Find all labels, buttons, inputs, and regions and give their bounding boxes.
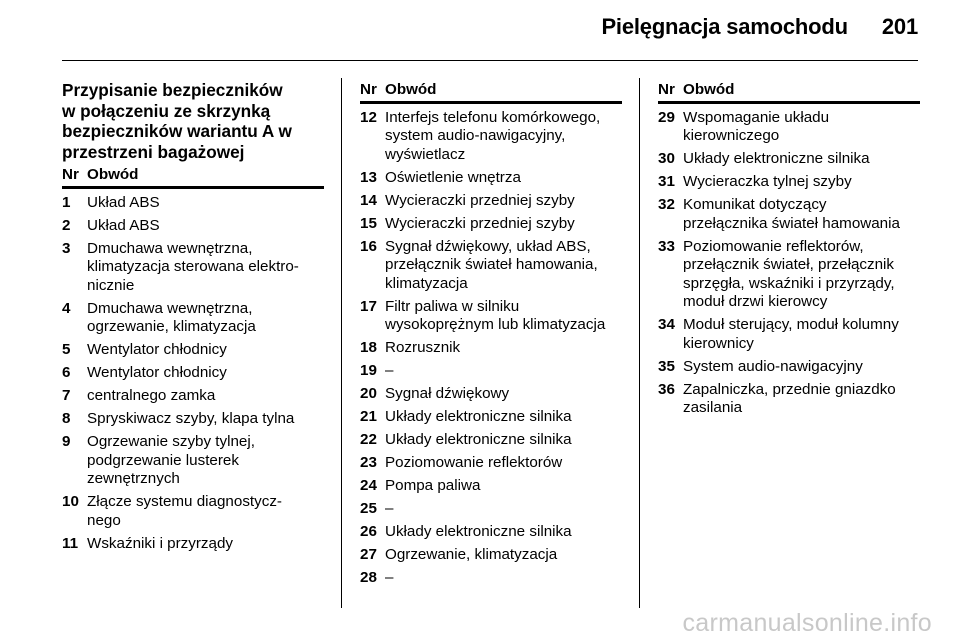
table-row bbox=[658, 358, 920, 377]
fuse-number: 25 bbox=[360, 500, 377, 517]
circuit-description-line: system audio-nawigacyjny, bbox=[385, 127, 566, 144]
table-row bbox=[360, 523, 622, 542]
fuse-number: 16 bbox=[360, 237, 377, 255]
circuit-description bbox=[87, 410, 324, 429]
circuit-description bbox=[683, 109, 920, 146]
fuse-number: 6 bbox=[62, 364, 71, 381]
circuit-description-line: sprzęgła, wskaźniki i przyrządy, bbox=[683, 274, 895, 292]
table-row bbox=[360, 431, 622, 450]
circuit-description bbox=[385, 339, 622, 358]
fuse-number: 18 bbox=[360, 339, 377, 356]
circuit-description bbox=[683, 173, 920, 192]
circuit-description bbox=[87, 387, 324, 406]
table-row bbox=[360, 339, 622, 358]
section-title-line: Przypisanie bezpieczników bbox=[62, 80, 283, 100]
circuit-description-line: Układ ABS bbox=[87, 216, 160, 234]
fuse-number: 28 bbox=[360, 569, 377, 586]
circuit-description-line: Pompa paliwa bbox=[385, 477, 481, 494]
fuse-number: 19 bbox=[360, 362, 377, 379]
section-title-line: bezpieczników wariantu A w bbox=[62, 121, 292, 141]
circuit-description-line: – bbox=[385, 500, 394, 517]
fuse-number: 23 bbox=[360, 454, 377, 471]
header-obwod: Obwód bbox=[385, 81, 437, 98]
circuit-description bbox=[385, 569, 622, 588]
table-row bbox=[62, 493, 324, 530]
circuit-description bbox=[385, 523, 622, 542]
circuit-description-line: Rozrusznik bbox=[385, 339, 461, 356]
fuse-list bbox=[360, 109, 622, 588]
fuse-list bbox=[658, 109, 920, 418]
table-row bbox=[62, 341, 324, 360]
circuit-description bbox=[385, 192, 622, 211]
table-row bbox=[62, 433, 324, 489]
circuit-description-line: Wentylator chłodnicy bbox=[87, 341, 227, 358]
circuit-description-line: Wycieraczka tylnej szyby bbox=[683, 173, 852, 190]
fuse-number: 8 bbox=[62, 410, 71, 427]
table-row bbox=[62, 300, 324, 337]
fuse-number: 12 bbox=[360, 108, 377, 126]
fuse-number: 14 bbox=[360, 191, 377, 209]
circuit-description-line: Wycieraczki przedniej szyby bbox=[385, 214, 575, 232]
column-2 bbox=[360, 81, 622, 592]
table-row bbox=[658, 109, 920, 146]
table-row bbox=[360, 109, 622, 165]
circuit-description bbox=[87, 493, 324, 530]
table-row bbox=[360, 454, 622, 473]
circuit-description-line: Dmuchawa wewnętrzna, bbox=[87, 299, 253, 317]
circuit-description bbox=[385, 298, 622, 335]
circuit-description-line: ogrzewanie, klimatyzacja bbox=[87, 318, 256, 335]
circuit-description-line: klimatyzacja bbox=[385, 274, 468, 292]
circuit-description-line: przełącznik świateł, przełącznik bbox=[683, 256, 895, 273]
circuit-description bbox=[385, 500, 622, 519]
circuit-description-line: Interfejs telefonu komórkowego, bbox=[385, 108, 601, 126]
circuit-description-line: Sygnał dźwiękowy, układ ABS, bbox=[385, 237, 591, 255]
table-row bbox=[360, 408, 622, 427]
table-row bbox=[62, 535, 324, 554]
circuit-description bbox=[385, 238, 622, 294]
circuit-description-line: nego bbox=[87, 511, 121, 529]
fuse-number: 1 bbox=[62, 193, 71, 211]
fuse-number: 10 bbox=[62, 493, 79, 510]
circuit-description-line: Filtr paliwa w silniku bbox=[385, 297, 520, 315]
circuit-description-line: Wspomaganie układu bbox=[683, 108, 830, 126]
table-row bbox=[658, 196, 920, 233]
table-row bbox=[360, 477, 622, 496]
fuse-number: 4 bbox=[62, 299, 71, 317]
circuit-description bbox=[87, 300, 324, 337]
page-title: Pielęgnacja samochodu bbox=[601, 14, 848, 39]
fuse-number: 22 bbox=[360, 431, 377, 448]
circuit-description-line: Oświetlenie wnętrza bbox=[385, 168, 521, 186]
fuse-number: 32 bbox=[658, 196, 675, 213]
circuit-description bbox=[683, 238, 920, 312]
circuit-description bbox=[683, 150, 920, 169]
circuit-description-line: kierownicy bbox=[683, 334, 754, 352]
fuse-number: 29 bbox=[658, 108, 675, 126]
circuit-description bbox=[87, 341, 324, 360]
fuse-number: 36 bbox=[658, 380, 675, 398]
table-row bbox=[360, 238, 622, 294]
circuit-description bbox=[385, 362, 622, 381]
fuse-number: 2 bbox=[62, 216, 71, 234]
table-row bbox=[360, 298, 622, 335]
section-title-line: przestrzeni bagażowej bbox=[62, 141, 245, 162]
circuit-description-line: Dmuchawa wewnętrzna, bbox=[87, 239, 253, 257]
circuit-description-line: – bbox=[385, 362, 394, 379]
section-title-line: w połączeniu ze skrzynką bbox=[62, 100, 271, 121]
fuse-number: 13 bbox=[360, 168, 377, 186]
circuit-description-line: Komunikat dotyczący bbox=[683, 196, 827, 213]
watermark: carmanualsonline.info bbox=[682, 609, 932, 637]
circuit-description-line: Moduł sterujący, moduł kolumny bbox=[683, 316, 899, 333]
fuse-number: 27 bbox=[360, 546, 377, 563]
circuit-description-line: podgrzewanie lusterek bbox=[87, 451, 239, 469]
table-row bbox=[360, 192, 622, 211]
circuit-description-line: Sygnał dźwiękowy bbox=[385, 385, 510, 402]
circuit-description-line: przełącznik świateł hamowania, bbox=[385, 256, 598, 273]
fuse-number: 31 bbox=[658, 173, 675, 190]
fuse-number: 20 bbox=[360, 385, 377, 402]
circuit-description-line: Wentylator chłodnicy bbox=[87, 364, 227, 381]
circuit-description-line: zasilania bbox=[683, 399, 743, 416]
column-divider bbox=[639, 78, 640, 608]
circuit-description bbox=[385, 385, 622, 404]
circuit-description bbox=[385, 215, 622, 234]
header-nr: Nr bbox=[62, 166, 79, 183]
table-row bbox=[658, 316, 920, 353]
fuse-number: 7 bbox=[62, 387, 71, 404]
circuit-description bbox=[385, 477, 622, 496]
circuit-description-line: nicznie bbox=[87, 276, 135, 294]
header-nr: Nr bbox=[360, 81, 377, 98]
fuse-number: 24 bbox=[360, 477, 377, 494]
circuit-description-line: Ogrzewanie szyby tylnej, bbox=[87, 433, 255, 450]
table-row bbox=[62, 410, 324, 429]
section-title bbox=[62, 80, 324, 162]
fuse-number: 30 bbox=[658, 150, 675, 167]
fuse-list bbox=[62, 194, 324, 554]
circuit-description-line: Układ ABS bbox=[87, 193, 160, 211]
circuit-description-line: Układy elektroniczne silnika bbox=[683, 150, 870, 167]
circuit-description-line: klimatyzacja sterowana elektro- bbox=[87, 258, 299, 275]
table-row bbox=[360, 169, 622, 188]
table-header bbox=[658, 81, 920, 104]
table-row bbox=[62, 364, 324, 383]
circuit-description-line: Wycieraczki przedniej szyby bbox=[385, 191, 575, 209]
circuit-description-line: Zapalniczka, przednie gniazdko bbox=[683, 380, 896, 398]
header-obwod: Obwód bbox=[87, 166, 139, 183]
circuit-description bbox=[87, 433, 324, 489]
column-3 bbox=[658, 81, 920, 422]
circuit-description bbox=[87, 535, 324, 554]
page-header bbox=[601, 14, 918, 40]
table-header bbox=[62, 166, 324, 189]
circuit-description-line: Układy elektroniczne silnika bbox=[385, 431, 572, 448]
circuit-description-line: moduł drzwi kierowcy bbox=[683, 293, 828, 310]
circuit-description bbox=[683, 381, 920, 418]
table-row bbox=[658, 173, 920, 192]
circuit-description-line: centralnego zamka bbox=[87, 387, 216, 404]
fuse-number: 33 bbox=[658, 237, 675, 255]
table-row bbox=[360, 569, 622, 588]
circuit-description bbox=[385, 408, 622, 427]
fuse-number: 17 bbox=[360, 297, 377, 315]
column-1 bbox=[62, 80, 324, 558]
circuit-description bbox=[683, 316, 920, 353]
table-row bbox=[658, 238, 920, 312]
fuse-number: 26 bbox=[360, 523, 377, 540]
fuse-number: 34 bbox=[658, 316, 675, 333]
table-header bbox=[360, 81, 622, 104]
fuse-number: 35 bbox=[658, 357, 675, 375]
table-row bbox=[62, 387, 324, 406]
header-nr: Nr bbox=[658, 81, 675, 98]
circuit-description bbox=[385, 109, 622, 165]
table-row bbox=[360, 500, 622, 519]
table-row bbox=[62, 194, 324, 213]
circuit-description-line: Układy elektroniczne silnika bbox=[385, 523, 572, 540]
circuit-description-line: Złącze systemu diagnostycz- bbox=[87, 493, 282, 510]
fuse-number: 21 bbox=[360, 408, 377, 425]
table-row bbox=[360, 385, 622, 404]
circuit-description-line: kierowniczego bbox=[683, 127, 780, 144]
table-row bbox=[360, 362, 622, 381]
circuit-description bbox=[385, 546, 622, 565]
fuse-number: 15 bbox=[360, 214, 377, 232]
circuit-description-line: Poziomowanie reflektorów, bbox=[683, 237, 864, 255]
table-row bbox=[658, 381, 920, 418]
circuit-description bbox=[87, 240, 324, 296]
circuit-description-line: przełącznika świateł hamowania bbox=[683, 214, 900, 232]
circuit-description-line: System audio-nawigacyjny bbox=[683, 357, 863, 375]
circuit-description bbox=[385, 169, 622, 188]
table-row bbox=[360, 215, 622, 234]
circuit-description bbox=[683, 358, 920, 377]
circuit-description-line: Ogrzewanie, klimatyzacja bbox=[385, 546, 558, 563]
circuit-description bbox=[87, 217, 324, 236]
fuse-number: 5 bbox=[62, 341, 71, 358]
circuit-description bbox=[87, 194, 324, 213]
column-divider bbox=[341, 78, 342, 608]
circuit-description-line: Wskaźniki i przyrządy bbox=[87, 534, 233, 552]
table-row bbox=[658, 150, 920, 169]
table-row bbox=[62, 240, 324, 296]
page-number: 201 bbox=[881, 14, 918, 39]
circuit-description-line: Poziomowanie reflektorów bbox=[385, 454, 563, 471]
circuit-description-line: wyświetlacz bbox=[385, 145, 466, 163]
circuit-description-line: Spryskiwacz szyby, klapa tylna bbox=[87, 410, 295, 427]
fuse-number: 11 bbox=[62, 534, 79, 552]
fuse-number: 3 bbox=[62, 239, 71, 257]
circuit-description bbox=[385, 431, 622, 450]
circuit-description bbox=[683, 196, 920, 233]
circuit-description bbox=[87, 364, 324, 383]
header-divider bbox=[62, 60, 918, 61]
table-row bbox=[62, 217, 324, 236]
table-row bbox=[360, 546, 622, 565]
header-obwod: Obwód bbox=[683, 81, 735, 98]
circuit-description-line: zewnętrznych bbox=[87, 470, 180, 487]
fuse-number: 9 bbox=[62, 433, 71, 450]
circuit-description-line: wysokoprężnym lub klimatyzacja bbox=[385, 316, 606, 333]
circuit-description bbox=[385, 454, 622, 473]
circuit-description-line: Układy elektroniczne silnika bbox=[385, 408, 572, 425]
circuit-description-line: – bbox=[385, 569, 394, 586]
